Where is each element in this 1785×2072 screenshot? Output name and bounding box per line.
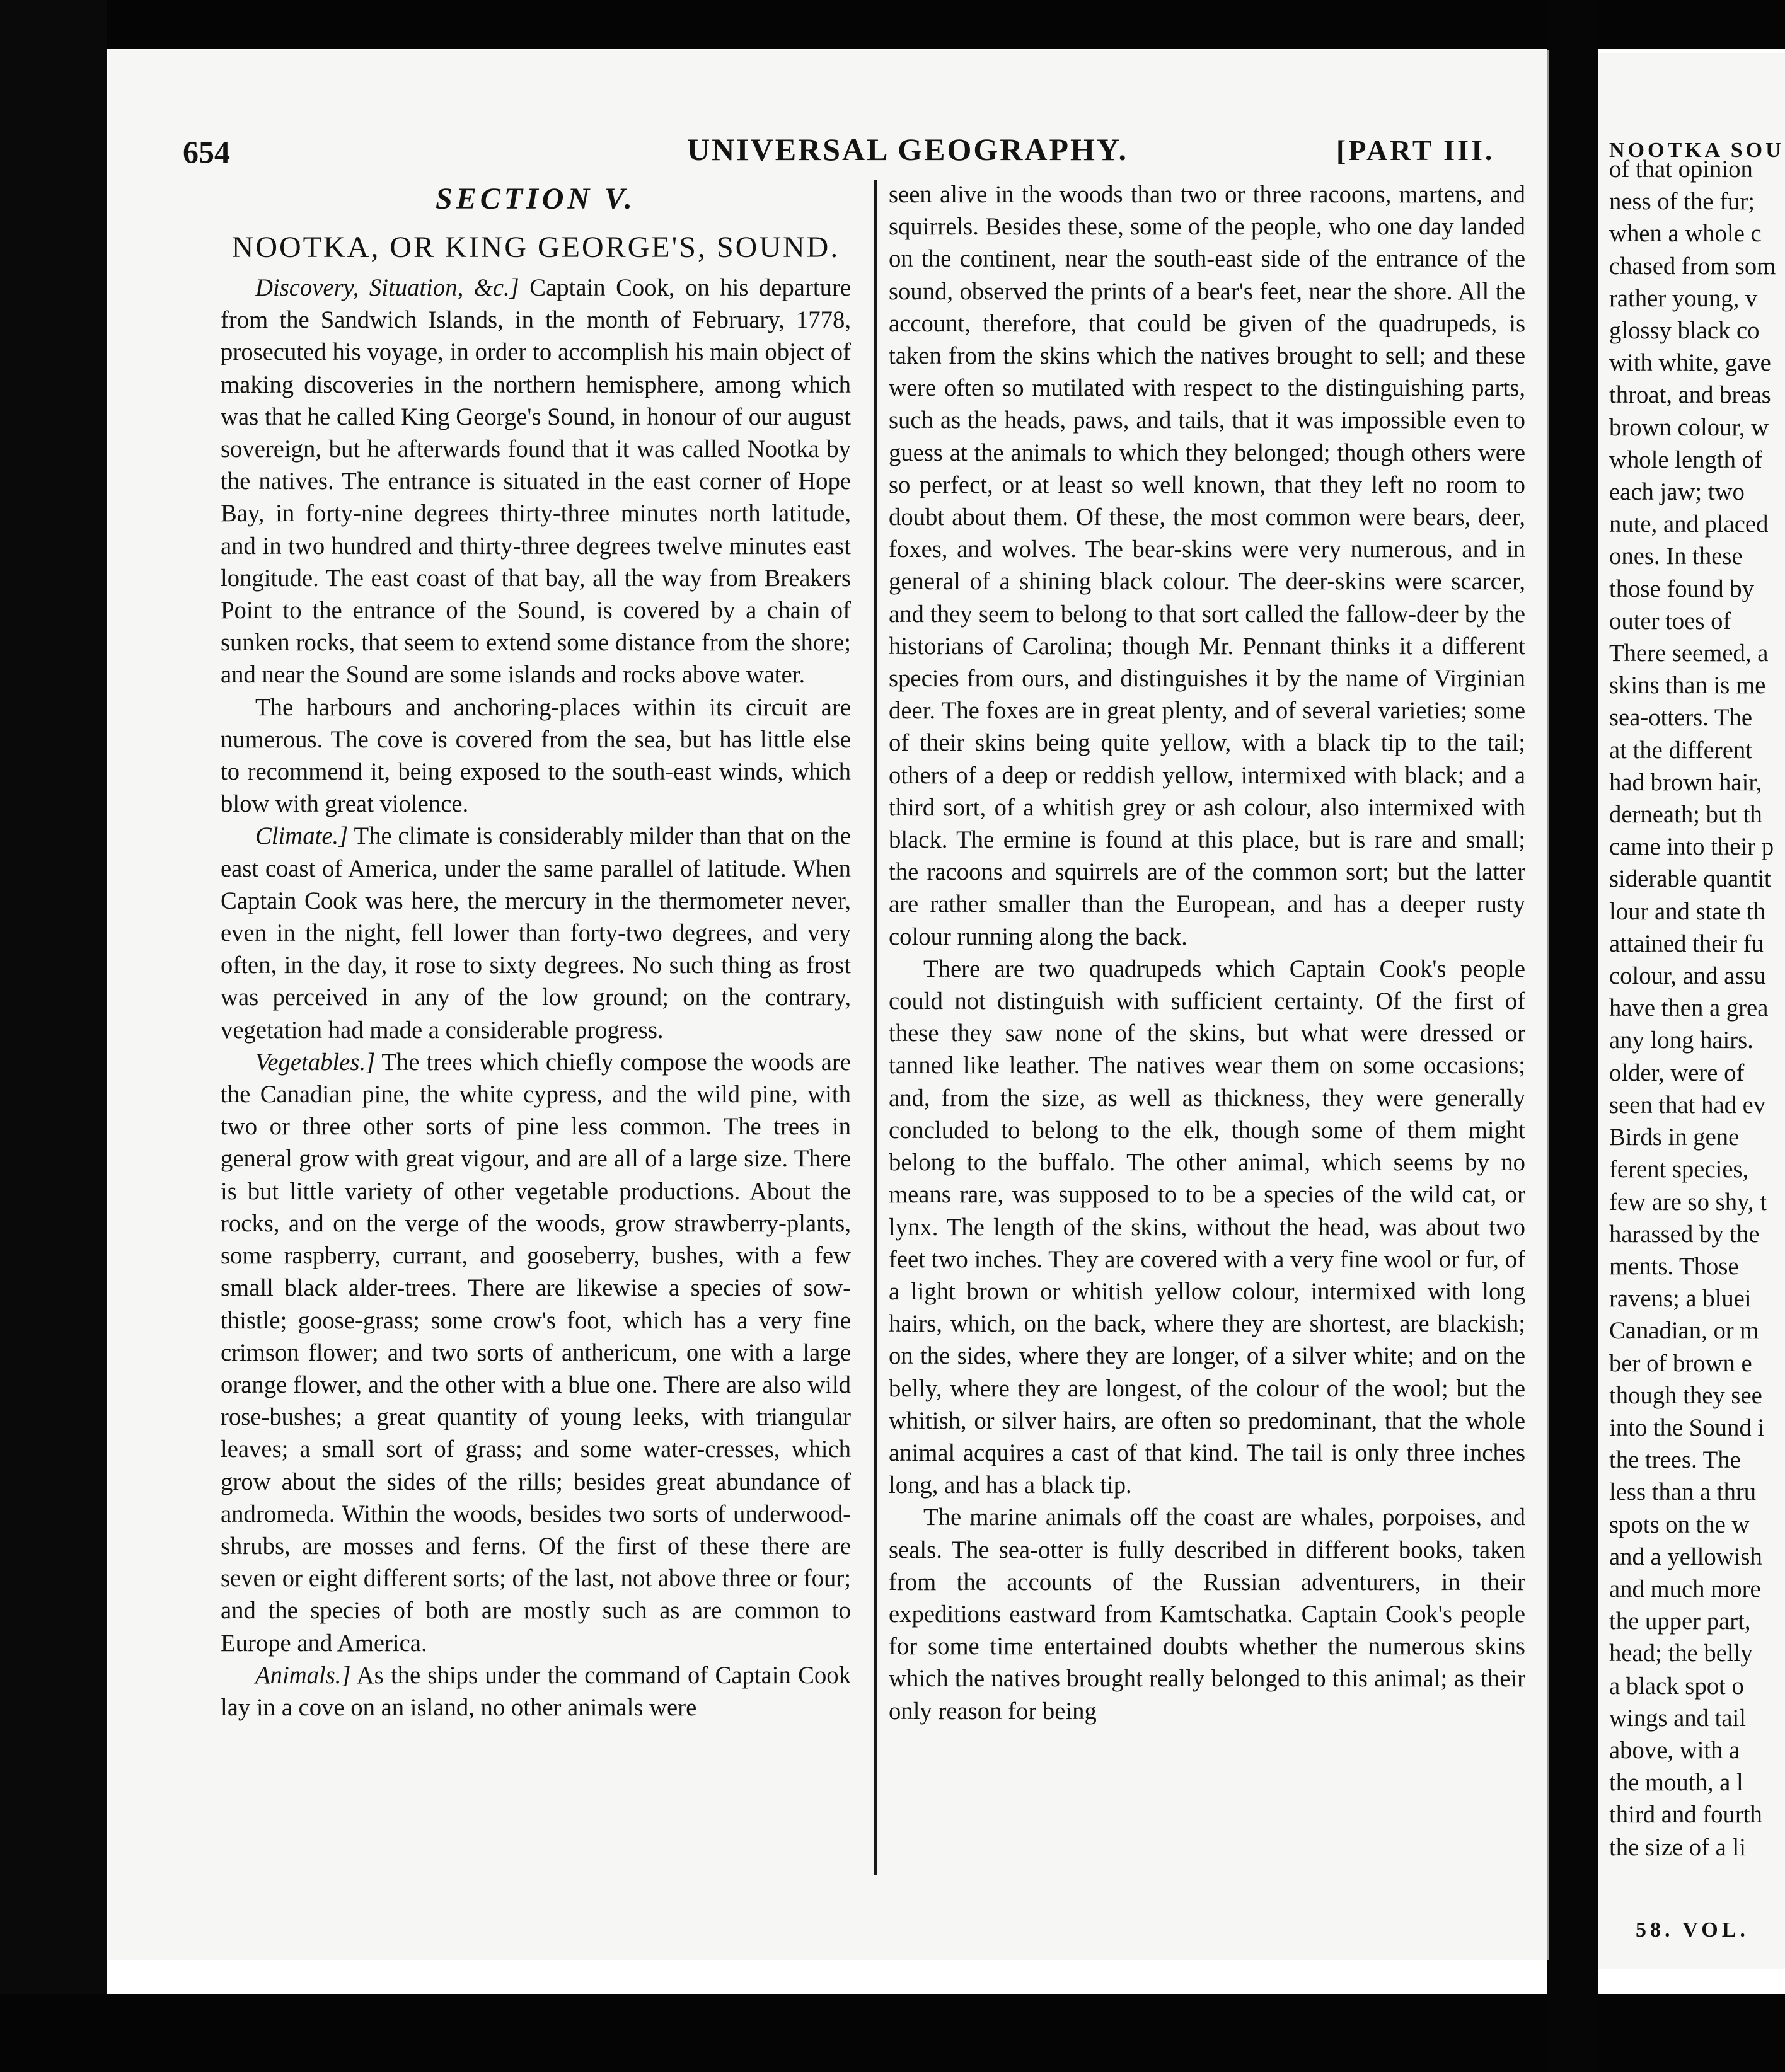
left-column (221, 176, 851, 1724)
facing-text-line: Birds in gene (1609, 1124, 1740, 1151)
paragraph-quadrupeds (889, 953, 1525, 1502)
article-title: NOOTKA, OR KING GEORGE'S, SOUND. (231, 231, 840, 264)
paragraph-text: As the ships under the command of Captain Cook lay in a cove on an island, no other animals were (221, 1662, 851, 1721)
section-label: SECTION V. (436, 182, 636, 216)
facing-text-line: ments. Those (1609, 1253, 1739, 1280)
paragraph-text: The marine animals off the coast are whales, porpoises, and seals. The sea-otter is fully described in different books, taken from the accounts of the Russian adventurers, in their expeditions eastward from Kamtschatka. Captain Cook's people for some time entertained doubts whether the numerous skins which the natives brought really belonged to this animal; as their only reason for being (889, 1504, 1525, 1725)
facing-text-line: outer toes of (1609, 607, 1731, 635)
facing-text-line: above, with a (1609, 1737, 1740, 1764)
scan-border-left (0, 0, 107, 2072)
facing-text-line: rather young, v (1609, 285, 1758, 312)
facing-text-line: each jaw; two (1609, 479, 1745, 506)
facing-text-line: harassed by the (1609, 1221, 1760, 1248)
facing-text-line: when a whole c (1609, 221, 1762, 248)
paragraph-text: Captain Cook, on his departure from the Sandwich Islands, in the month of February, 1778, prosecuted his voyage, in order to accomplish his main object of making discoveries in the northern hemisphere, among which was that he called King George's Sound, in honour of our august sovereign, but he afterwards found that it was called Nootka by the natives. The entrance is situated in the east corner of Hope Bay, in forty-nine degrees thirty-three minutes north latitude, and in two hundred and thirty-three degrees twelve minutes east longitude. The east coast of that bay, all the way from Breakers Point to the entrance of the Sound, is covered by a chain of sunken rocks, that seem to extend some distance from the shore; and near the Sound are some islands and rocks above water. (221, 275, 851, 689)
facing-text-line: the upper part, (1609, 1608, 1751, 1635)
facing-text-line: spots on the w (1609, 1511, 1750, 1538)
facing-text-line: at the different (1609, 737, 1753, 764)
facing-text-line: with white, gave (1609, 350, 1771, 377)
facing-text-line: a black spot o (1609, 1672, 1744, 1700)
facing-text-line: whole length of (1609, 446, 1762, 473)
paragraph-text: The trees which chiefly compose the woods are the Canadian pine, the white cypress, and the wild pine, with two or three other sorts of pine less common. The trees in general grow with great vigour, and are all of a large size. There is but little variety of other vegetable productions. About the rocks, and on the verge of the woods, grow strawberry-plants, some raspberry, currant, and gooseberry, bushes, with a few small black alder-trees. There are likewise a species of sow-thistle; goose-grass; some crow's foot, which has a very fine crimson flower; and two sorts of anthericum, one with a large orange flower, and the other with a blue one. There are also wild rose-bushes; a great quantity of young leeks, with triangular leaves; a small sort of grass; and some water-cresses, which grow about the sides of the rills; besides great abundance of andromeda. Within the woods, besides two sorts of underwood-shrubs, are mosses and ferns. Of the first of these there are seven or eight different sorts; of the last, not above three or four; and the species of both are mostly such as are common to Europe and America. (221, 1049, 851, 1657)
facing-text-line: ravens; a bluei (1609, 1286, 1752, 1313)
paragraph-text: seen alive in the woods than two or three racoons, martens, and squirrels. Besides these, some of the people, who one day landed on the continent, near the south-east side of the entrance of the sound, observed the prints of a bear's feet, near the shore. All the account, therefore, that could be given of the quadrupeds, is taken from the skins which the natives brought to sell; and these were often so mutilated with respect to the distinguishing parts, such as the heads, paws, and tails, that it was impossible even to guess at the animals to which they belonged; though others were so perfect, or at least so well known, that they left no room to doubt about them. Of these, the most common were bears, deer, foxes, and wolves. The bear-skins were very numerous, and in general of a shining black colour. The deer-skins were scarcer, and they seem to belong to that sort called the fallow-deer by the historians of Carolina; though Mr. Pennant thinks it a different species from ours, and distinguishes it by the name of Virginian deer. The foxes are in great plenty, and of several varieties; some of their skins being quite yellow, with a black tip to the tail; others of a deep or reddish yellow, intermixed with black; and a third sort, of a whitish grey or ash colour, also intermixed with black. The ermine is found at this place, but is rare and small; the racoons and squirrels are of the common sort; but the latter are rather smaller than the European, and has a deeper rusty colour running along the back. (889, 181, 1525, 950)
facing-text-line: chased from som (1609, 253, 1776, 280)
paragraph-climate (221, 820, 851, 1046)
paragraph-heading: Vegetables.] (255, 1049, 376, 1076)
facing-text-line: derneath; but th (1609, 802, 1762, 829)
facing-running-head: NOOTKA SOU (1609, 139, 1784, 162)
paragraph-animals (221, 1660, 851, 1724)
facing-text-line: ferent species, (1609, 1156, 1749, 1183)
facing-text-line: nute, and placed (1609, 511, 1769, 538)
paragraph-discovery (221, 272, 851, 692)
paragraph-heading: Climate.] (255, 823, 349, 850)
facing-text-line: glossy black co (1609, 318, 1760, 345)
facing-text-line: brown colour, w (1609, 414, 1769, 441)
facing-text-line: any long hairs. (1609, 1027, 1753, 1054)
paragraph-vegetables (221, 1047, 851, 1660)
page-number: 654 (183, 134, 230, 170)
facing-text-line: had brown hair, (1609, 769, 1762, 796)
part-label: [PART III. (1336, 134, 1495, 166)
facing-text-line: the mouth, a l (1609, 1770, 1743, 1797)
scan-border-top (0, 0, 1785, 49)
facing-text-line: into the Sound i (1609, 1414, 1765, 1441)
paragraph-heading: Animals.] (255, 1662, 351, 1689)
scan-border-bottom (0, 1994, 1785, 2072)
facing-text-line: ness of the fur; (1609, 188, 1755, 216)
facing-text-line: ber of brown e (1609, 1350, 1752, 1377)
facing-page-text (1609, 154, 1785, 1864)
facing-text-line: attained their fu (1609, 930, 1764, 957)
facing-page (1598, 53, 1785, 1969)
column-divider (874, 180, 877, 1875)
facing-text-line: the size of a li (1609, 1834, 1746, 1861)
facing-text-line: wings and tail (1609, 1705, 1747, 1732)
running-title: UNIVERSAL GEOGRAPHY. (687, 132, 1128, 167)
paragraph-harbours (221, 692, 851, 821)
facing-text-line: of that opinion (1609, 156, 1753, 183)
right-column (889, 179, 1525, 1728)
facing-text-line: third and fourth (1609, 1802, 1762, 1829)
facing-text-line: have then a grea (1609, 995, 1769, 1022)
facing-text-line: less than a thru (1609, 1479, 1757, 1506)
facing-text-line: though they see (1609, 1382, 1762, 1409)
facing-text-line: There seemed, a (1609, 640, 1769, 667)
facing-text-line: came into their p (1609, 834, 1774, 861)
facing-text-line: and much more (1609, 1575, 1761, 1603)
facing-text-line: those found by (1609, 575, 1754, 602)
facing-text-line: colour, and assu (1609, 963, 1766, 990)
paragraph-heading: Discovery, Situation, &c.] (255, 275, 519, 301)
facing-signature: 58. VOL. (1636, 1918, 1749, 1942)
facing-text-line: older, were of (1609, 1059, 1745, 1086)
paragraph-text: The harbours and anchoring-places within its circuit are numerous. The cove is covered from the sea, but has little else to recommend it, being exposed to the south-east winds, which blow with great violence. (221, 694, 851, 818)
scan-gutter (1547, 0, 1598, 2072)
facing-text-line: siderable quantit (1609, 866, 1771, 893)
facing-text-line: Canadian, or m (1609, 1318, 1759, 1345)
paragraph-animals-continued (889, 179, 1525, 953)
paragraph-marine-animals (889, 1502, 1525, 1727)
facing-text-line: lour and state th (1609, 898, 1766, 925)
paragraph-text: The climate is considerably milder than that on the east coast of America, under the same parallel of latitude. When Captain Cook was here, the mercury in the thermometer never, even in the night, fell lower than forty-two degrees, and very often, in the day, it rose to sixty degrees. No such thing as frost was perceived in any of the low ground; on the contrary, vegetation had made a considerable progress. (221, 823, 851, 1044)
facing-text-line: skins than is me (1609, 672, 1766, 699)
facing-text-line: seen that had ev (1609, 1091, 1766, 1119)
facing-text-line: and a yellowish (1609, 1543, 1762, 1570)
facing-text-line: sea-otters. The (1609, 705, 1753, 732)
facing-text-line: the trees. The (1609, 1447, 1741, 1474)
paragraph-text: There are two quadrupeds which Captain Cook's people could not distinguish with sufficient certainty. Of the first of these they saw none of the skins, but what were dressed or tanned like leather. The natives wear them on some occasions; and, from the size, as well as thickness, they were generally concluded to belong to the elk, though some of them might belong to the buffalo. The other animal, which seems by no means rare, was supposed to to be a species of the wild cat, or lynx. The length of the skins, without the head, was about two feet two inches. They are covered with a very fine wool or fur, of a light brown or whitish yellow colour, intermixed with long hairs, which, on the back, where they are shortest, are blackish; on the sides, where they are longer, of a silver white; and on the belly, where they are longest, of the colour of the wool; but the whitish, or silver hairs, are often so predominant, that the whole animal acquires a cast of that kind. The tail is only three inches long, and has a black tip. (889, 955, 1525, 1499)
facing-text-line: few are so shy, t (1609, 1189, 1767, 1216)
facing-text-line: ones. In these (1609, 543, 1743, 570)
facing-text-line: head; the belly (1609, 1640, 1753, 1667)
facing-text-line: throat, and breas (1609, 382, 1771, 409)
